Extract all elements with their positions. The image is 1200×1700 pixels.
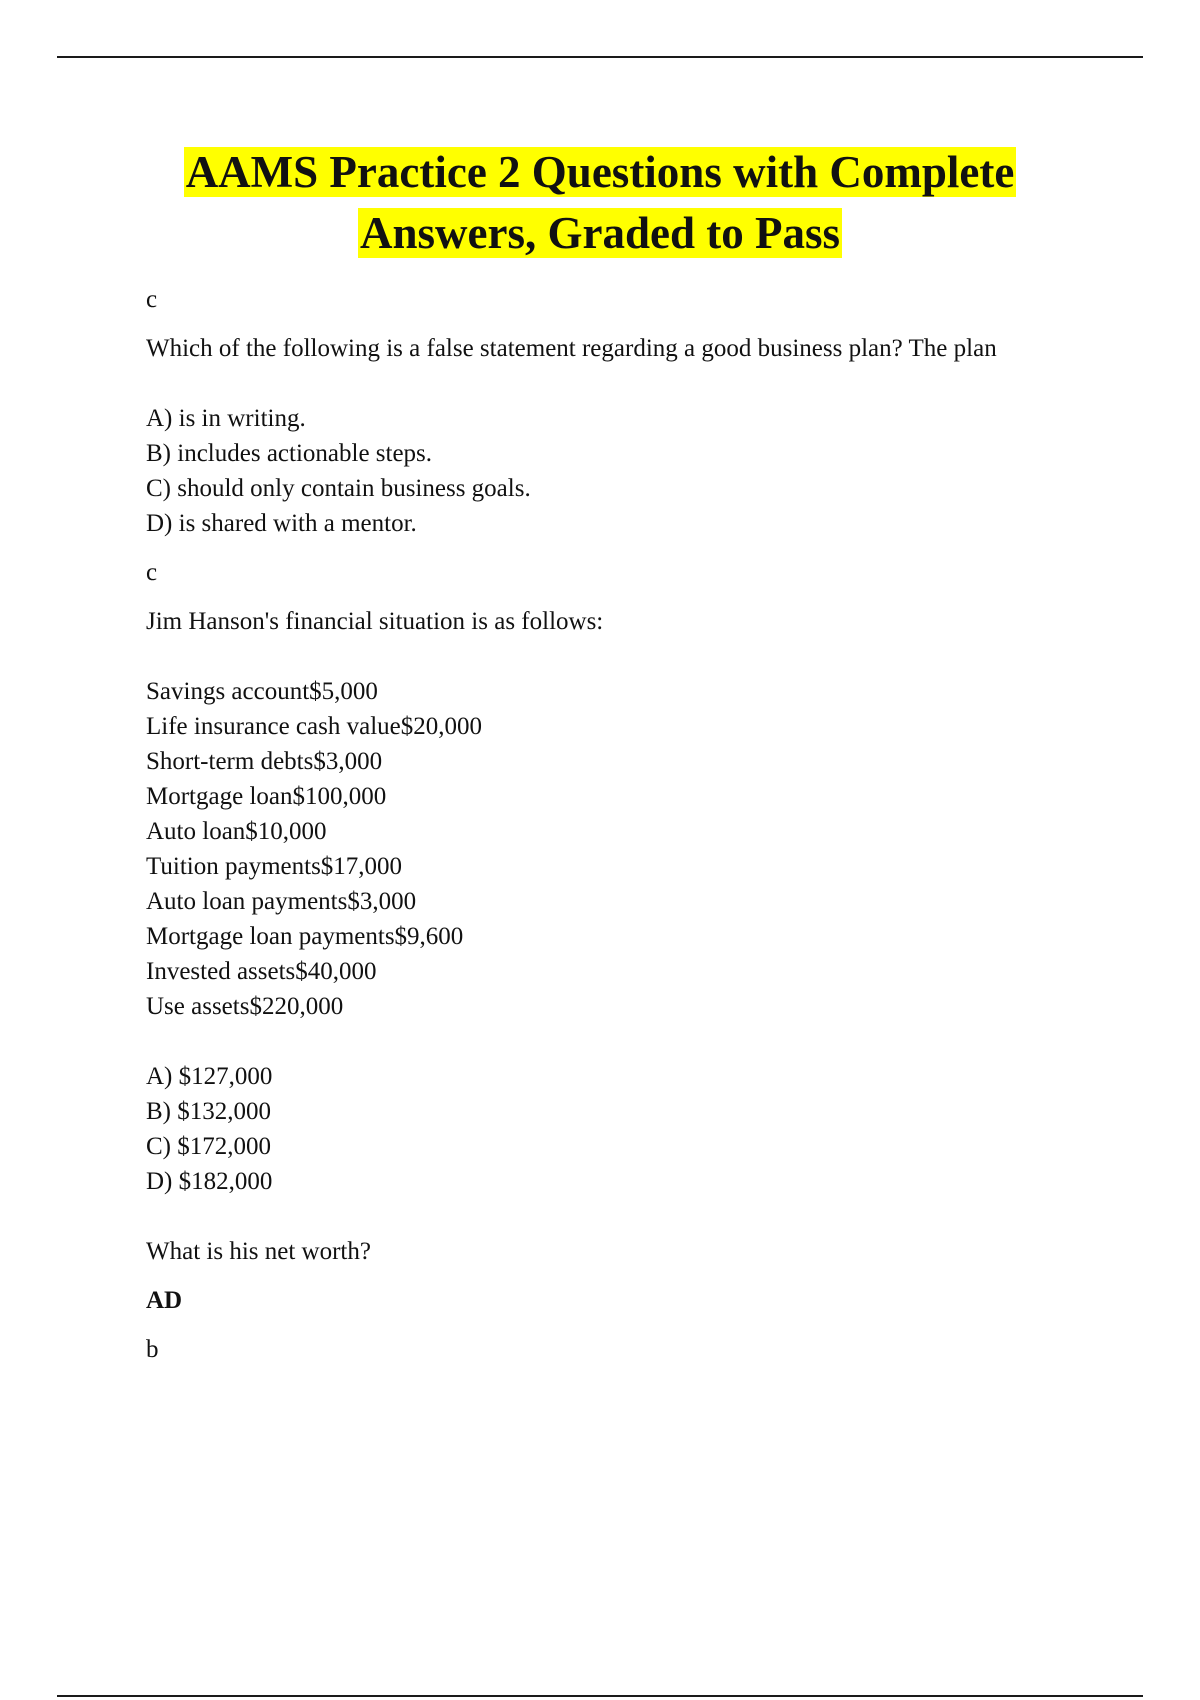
- q2-figures: [146, 674, 1066, 1024]
- document-body: [146, 282, 1066, 1367]
- q2-option-c: C) $172,000: [146, 1133, 271, 1160]
- q3-answer: b: [146, 1336, 159, 1363]
- q2-option-b: B) $132,000: [146, 1098, 271, 1125]
- q2-options: [146, 1059, 1066, 1199]
- q1-option-a: A) is in writing.: [146, 405, 306, 432]
- title-line-2: Answers, Graded to Pass: [360, 208, 840, 258]
- q1-options: [146, 401, 1066, 541]
- q2-figure-item: Invested assets$40,000: [146, 958, 377, 985]
- q2-figure-item: Auto loan$10,000: [146, 818, 327, 845]
- bottom-rule: [57, 1695, 1143, 1697]
- q2-question: What is his net worth?: [146, 1238, 371, 1265]
- q2-figure-item: Savings account$5,000: [146, 678, 378, 705]
- q2-intro: Jim Hanson's financial situation is as follows:: [146, 608, 604, 635]
- q2-option-a: A) $127,000: [146, 1063, 273, 1090]
- document-title: [60, 142, 1140, 264]
- q2-figure-item: Use assets$220,000: [146, 993, 344, 1020]
- q2-figure-item: Mortgage loan$100,000: [146, 783, 387, 810]
- q2-figure-item: Mortgage loan payments$9,600: [146, 923, 464, 950]
- q2-option-d: D) $182,000: [146, 1168, 273, 1195]
- q2-answer: c: [146, 559, 158, 586]
- q2-figure-item: Tuition payments$17,000: [146, 853, 403, 880]
- top-rule: [57, 56, 1143, 58]
- q1-option-d: D) is shared with a mentor.: [146, 510, 417, 537]
- q1-answer: c: [146, 286, 158, 313]
- answer-marker: AD: [146, 1287, 183, 1314]
- q1-question: Which of the following is a false statement regarding a good business plan? The plan: [146, 335, 997, 362]
- q2-figure-item: Short-term debts$3,000: [146, 748, 383, 775]
- title-line-1: AAMS Practice 2 Questions with Complete: [185, 147, 1015, 197]
- q1-option-b: B) includes actionable steps.: [146, 440, 433, 467]
- q2-figure-item: Life insurance cash value$20,000: [146, 713, 482, 740]
- q1-option-c: C) should only contain business goals.: [146, 475, 531, 502]
- q2-figure-item: Auto loan payments$3,000: [146, 888, 417, 915]
